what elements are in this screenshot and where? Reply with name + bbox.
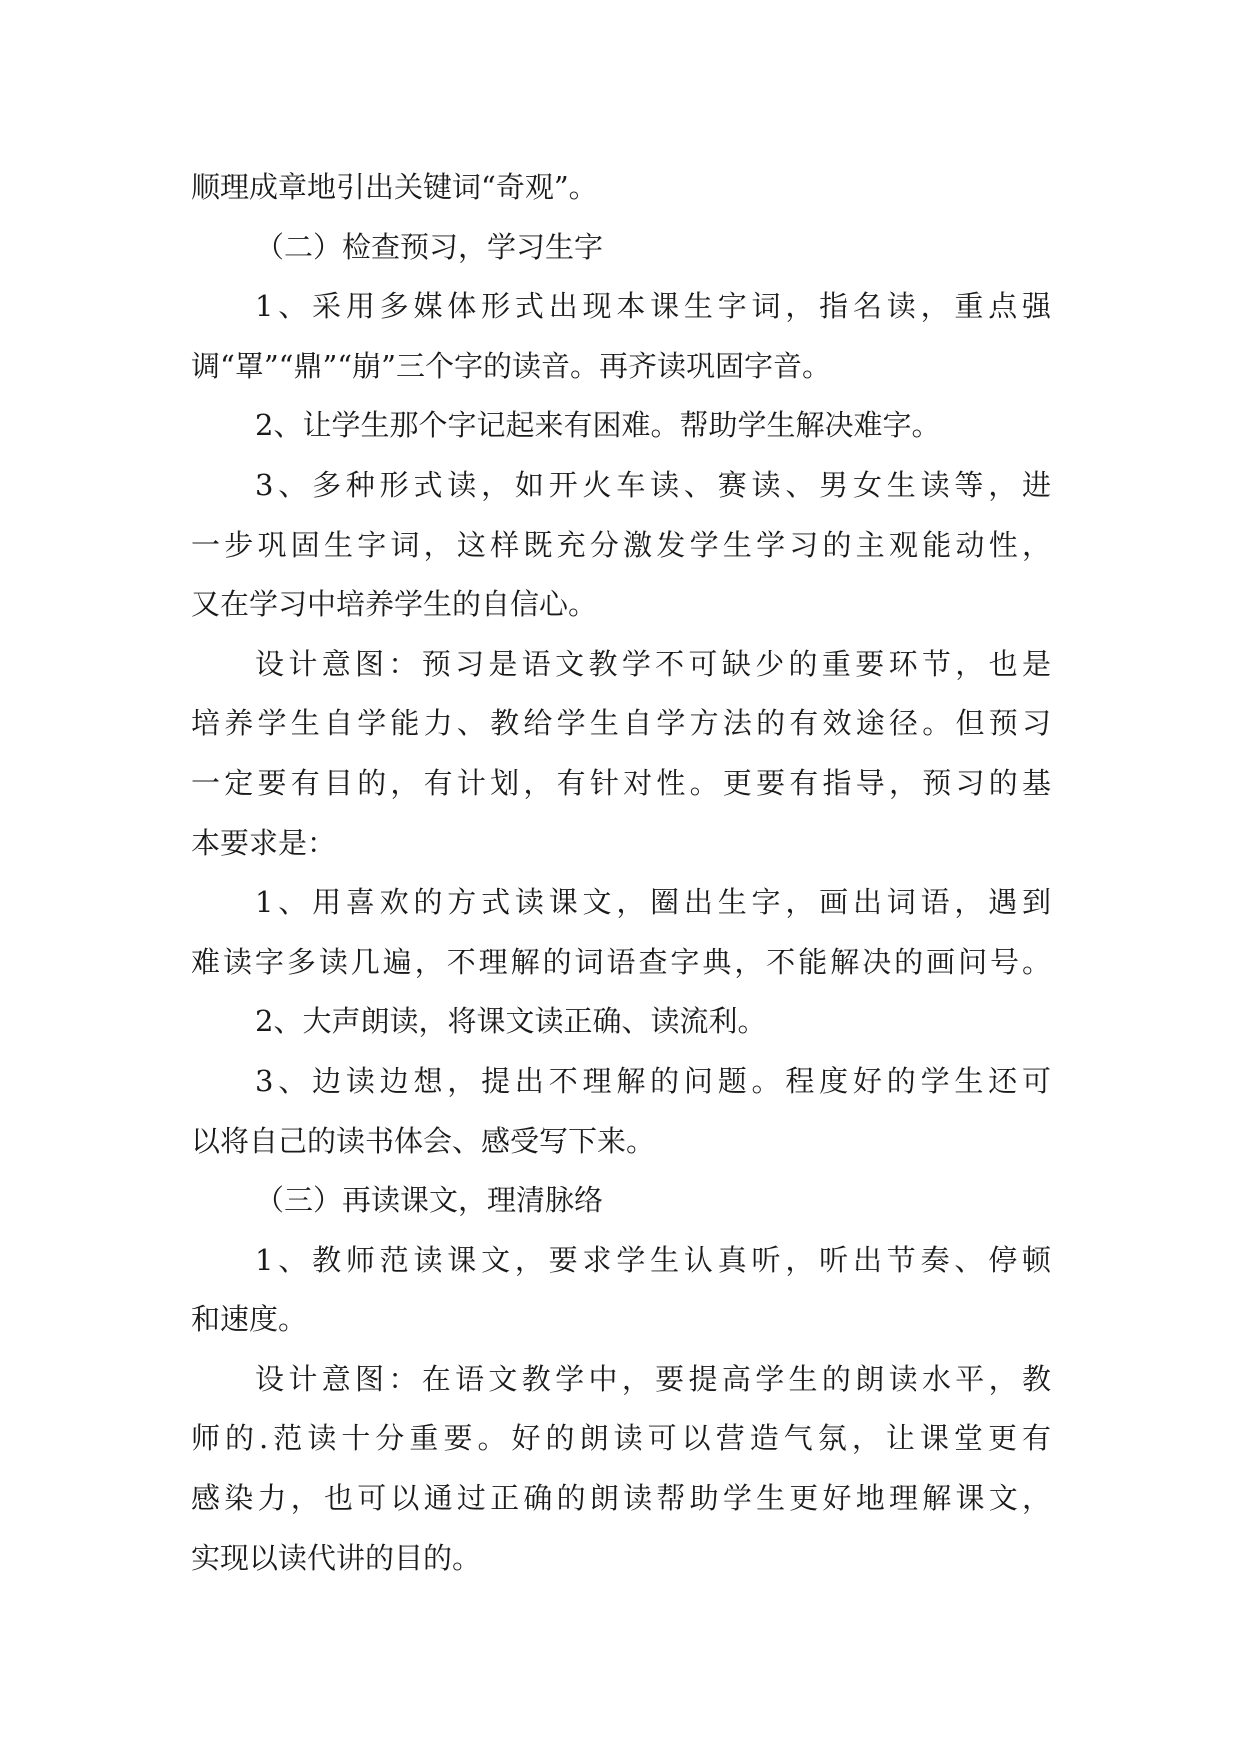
document-body: [191, 158, 1051, 1588]
text-line: 3、边读边想，提出不理解的问题。程度好的学生还可: [255, 1063, 1051, 1098]
text-line: 3、多种形式读，如开火车读、赛读、男女生读等，进: [255, 467, 1051, 502]
text-line: 又在学习中培养学生的自信心。: [191, 587, 598, 622]
text-line: 调“罩”“鼎”“崩”三个字的读音。再齐读巩固字音。: [191, 348, 831, 383]
text-line: 1、采用多媒体形式出现本课生字词，指名读，重点强: [255, 289, 1051, 324]
text-line: 顺理成章地引出关键词“奇观”。: [191, 170, 598, 204]
text-line: 一定要有目的，有计划，有针对性。更要有指导，预习的基: [191, 765, 1051, 800]
text-line: 2、大声朗读，将课文读正确、读流利。: [255, 1004, 767, 1039]
text-line: 设计意图：在语文教学中，要提高学生的朗读水平，教: [255, 1361, 1051, 1396]
text-line: 实现以读代讲的目的。: [191, 1540, 482, 1575]
text-line: 一步巩固生字词，这样既充分激发学生学习的主观能动性，: [191, 527, 1051, 562]
text-line: 难读字多读几遍，不理解的词语查字典，不能解决的画问号。: [191, 944, 1051, 979]
text-line: 师的.范读十分重要。好的朗读可以营造气氛，让课堂更有: [191, 1421, 1051, 1456]
text-line: （二）检查预习，学习生字: [255, 229, 604, 264]
text-line: 设计意图：预习是语文教学不可缺少的重要环节，也是: [255, 646, 1051, 681]
text-line: 培养学生自学能力、教给学生自学方法的有效途径。但预习: [191, 706, 1051, 741]
text-line: 1、教师范读课文，要求学生认真听，听出节奏、停顿: [255, 1242, 1051, 1277]
text-line: 本要求是：: [191, 825, 337, 860]
text-line: 感染力，也可以通过正确的朗读帮助学生更好地理解课文，: [191, 1481, 1051, 1516]
text-line: 以将自己的读书体会、感受写下来。: [191, 1123, 656, 1158]
text-line: （三）再读课文，理清脉络: [255, 1183, 604, 1218]
text-line: 和速度。: [191, 1302, 308, 1337]
text-line: 1、用喜欢的方式读课文，圈出生字，画出词语，遇到: [255, 885, 1051, 920]
text-line: 2、让学生那个字记起来有困难。帮助学生解决难字。: [255, 408, 941, 443]
